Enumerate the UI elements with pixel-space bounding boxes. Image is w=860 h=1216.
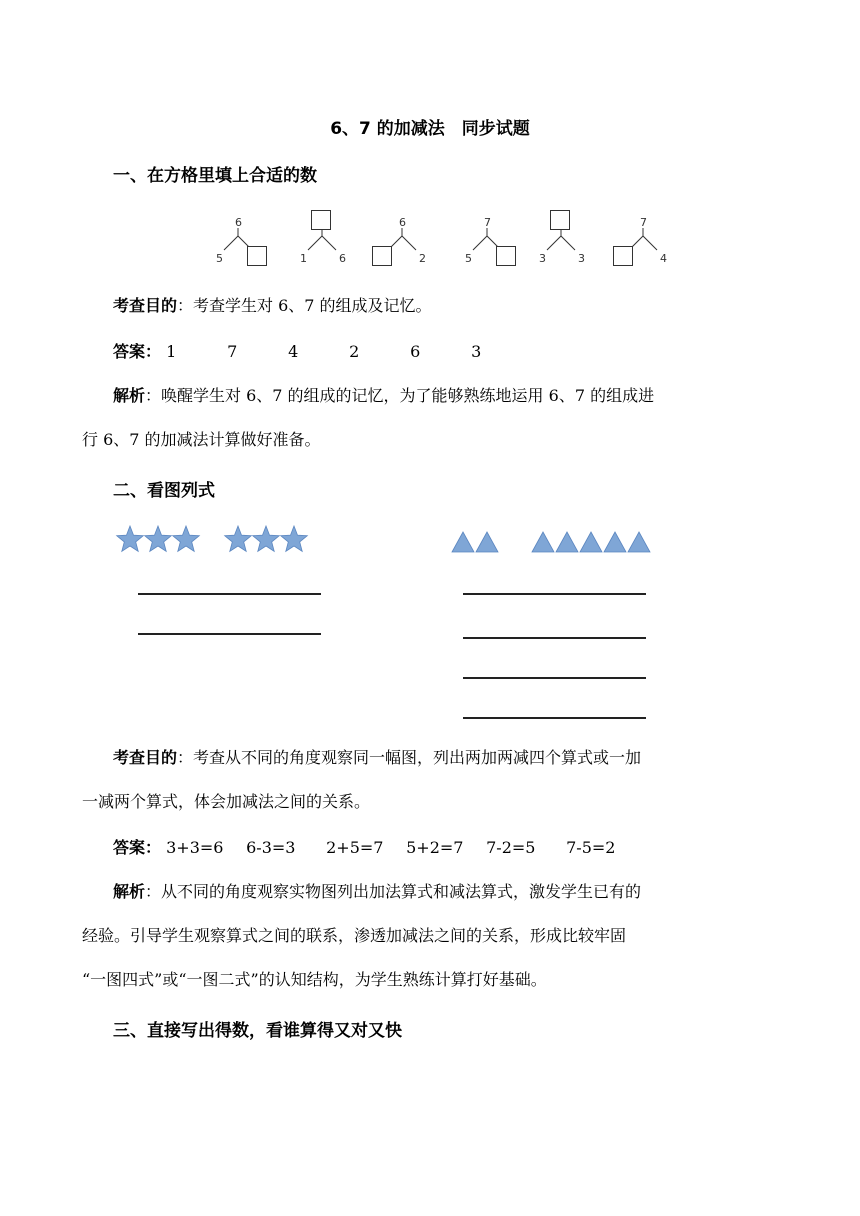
triangle-icon: [604, 532, 626, 552]
section2-analysis-line2: 经验。引导学生观察算式之间的联系，渗透加减法之间的关系，形成比较牢固: [82, 926, 627, 945]
stars-picture: [110, 522, 330, 558]
triangle-icon: [580, 532, 602, 552]
section2-answer: 答案： 3+3=6 6-3=3 2+5=7 5+2=7 7-2=5 7-5=2: [113, 832, 646, 864]
purpose-text: ：考查学生对 6、7 的组成及记忆。: [177, 296, 432, 315]
tree-left-number: 5: [216, 252, 223, 265]
composition-tree: [378, 210, 448, 270]
equation-answer: 7-5=2: [566, 838, 616, 857]
tree-top-number: 7: [484, 216, 491, 229]
section2-heading: 二、看图列式: [113, 481, 215, 501]
equation-answer: 7-2=5: [486, 838, 536, 857]
tree-right-number: 3: [578, 252, 585, 265]
purpose-label: 考查目的: [113, 296, 178, 315]
triangle-icon: [556, 532, 578, 552]
answer-value: 3: [471, 342, 482, 361]
section1-analysis-line2: 行 6、7 的加减法计算做好准备。: [82, 430, 321, 449]
section2-purpose-line1: [113, 742, 641, 774]
answer-value: 7: [227, 342, 238, 361]
analysis-text: ：从不同的角度观察实物图列出加法算式和减法算式，激发学生已有的: [145, 882, 642, 901]
answer-blank-line: [463, 593, 646, 595]
answer-box[interactable]: [613, 246, 633, 266]
answer-box[interactable]: [372, 246, 392, 266]
section1-analysis-line1: [113, 380, 654, 412]
section1-purpose: [113, 290, 432, 322]
tree-left-number: 5: [465, 252, 472, 265]
composition-tree: [463, 210, 533, 270]
answer-value: 2: [349, 342, 360, 361]
equation-answer: 3+3=6: [166, 838, 224, 857]
star-icon: [173, 526, 200, 551]
tree-top-number: 7: [640, 216, 647, 229]
purpose-text: ：考查从不同的角度观察同一幅图，列出两加两减四个算式或一加: [177, 748, 642, 767]
tree-right-number: 6: [339, 252, 346, 265]
answer-blank-line: [463, 637, 646, 639]
composition-tree: [537, 210, 607, 270]
triangle-icon: [628, 532, 650, 552]
answer-box[interactable]: [311, 210, 331, 230]
tree-top-number: 6: [235, 216, 242, 229]
composition-tree: [619, 210, 689, 270]
answer-box[interactable]: [247, 246, 267, 266]
star-icon: [253, 526, 280, 551]
triangle-icon: [452, 532, 474, 552]
equation-answer: 2+5=7: [326, 838, 384, 857]
analysis-text: ：唤醒学生对 6、7 的组成的记忆，为了能够熟练地运用 6、7 的组成进: [145, 386, 655, 405]
tree-top-number: 6: [399, 216, 406, 229]
equation-answer: 5+2=7: [406, 838, 464, 857]
section2-purpose-line2: 一减两个算式，体会加减法之间的关系。: [82, 792, 371, 811]
answer-blank-line: [138, 633, 321, 635]
equation-answer: 6-3=3: [246, 838, 296, 857]
answer-blank-line: [138, 593, 321, 595]
answer-box[interactable]: [550, 210, 570, 230]
answer-value: 4: [288, 342, 299, 361]
tree-right-number: 2: [419, 252, 426, 265]
tree-left-number: 1: [300, 252, 307, 265]
triangle-icon: [476, 532, 498, 552]
answer-box[interactable]: [496, 246, 516, 266]
purpose-label: 考查目的: [113, 748, 178, 767]
answer-blank-line: [463, 717, 646, 719]
tree-right-number: 4: [660, 252, 667, 265]
analysis-label: 解析: [113, 386, 146, 405]
star-icon: [117, 526, 144, 551]
page-title: 6、7 的加减法 同步试题: [330, 119, 530, 139]
section2-analysis-line3: “一图四式”或“一图二式”的认知结构，为学生熟练计算打好基础。: [82, 970, 547, 989]
analysis-label: 解析: [113, 882, 146, 901]
answer-value: 6: [410, 342, 421, 361]
section3-heading: 三、直接写出得数，看谁算得又对又快: [113, 1021, 402, 1041]
answer-blank-line: [463, 677, 646, 679]
composition-tree: [214, 210, 284, 270]
answer-label: 答案: [113, 342, 146, 361]
star-icon: [225, 526, 252, 551]
section1-answer: 答案： 1 7 4 2 6 3: [113, 336, 532, 368]
answer-label: 答案: [113, 838, 146, 857]
tree-left-number: 3: [539, 252, 546, 265]
triangle-icon: [532, 532, 554, 552]
star-icon: [281, 526, 308, 551]
triangles-picture: [446, 526, 676, 558]
composition-tree: [298, 210, 368, 270]
star-icon: [145, 526, 172, 551]
section1-heading: 一、在方格里填上合适的数: [113, 166, 317, 186]
answer-value: 1: [166, 342, 177, 361]
section2-analysis-line1: [113, 876, 641, 908]
